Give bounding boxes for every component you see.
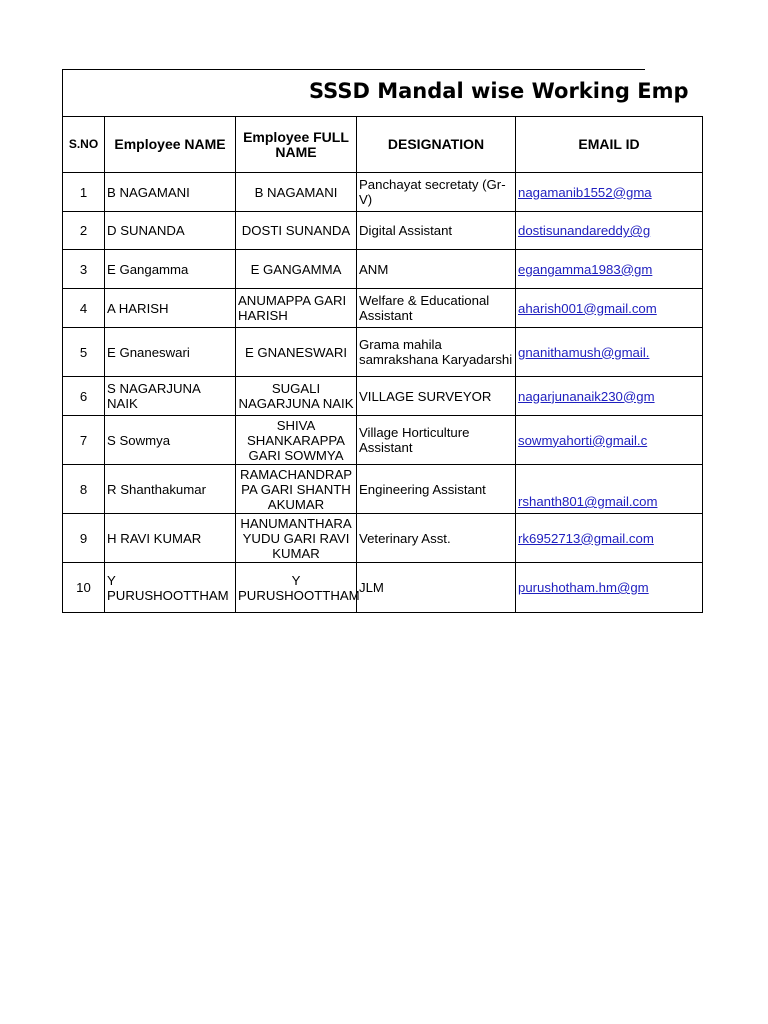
header-designation: DESIGNATION — [357, 117, 516, 173]
cell-email-link[interactable]: egangamma1983@gm — [516, 250, 703, 289]
cell-full-name: HANUMANTHARAYUDU GARI RAVI KUMAR — [236, 514, 357, 563]
cell-sno: 3 — [63, 250, 105, 289]
cell-name: H RAVI KUMAR — [105, 514, 236, 563]
cell-sno: 2 — [63, 212, 105, 250]
cell-designation: Veterinary Asst. — [357, 514, 516, 563]
cell-sno: 9 — [63, 514, 105, 563]
cell-designation: Village Horticulture Assistant — [357, 416, 516, 465]
cell-email-link[interactable]: nagamanib1552@gma — [516, 173, 703, 212]
cell-full-name: Y PURUSHOOTTHAM — [236, 563, 357, 613]
cell-name: R Shanthakumar — [105, 465, 236, 514]
cell-full-name: SHIVA SHANKARAPPA GARI SOWMYA — [236, 416, 357, 465]
cell-name: S Sowmya — [105, 416, 236, 465]
cell-sno: 5 — [63, 328, 105, 377]
cell-sno: 6 — [63, 377, 105, 416]
header-full-name: Employee FULL NAME — [236, 117, 357, 173]
cell-email-link[interactable]: purushotham.hm@gm — [516, 563, 703, 613]
cell-email-link[interactable]: gnanithamush@gmail. — [516, 328, 703, 377]
table-row — [63, 377, 703, 416]
header-email: EMAIL ID — [516, 117, 703, 173]
table-row — [63, 563, 703, 613]
cell-full-name: B NAGAMANI — [236, 173, 357, 212]
cell-designation: Welfare & Educational Assistant — [357, 289, 516, 328]
cell-email-link[interactable]: sowmyahorti@gmail.c — [516, 416, 703, 465]
header-row — [63, 117, 703, 173]
cell-full-name: DOSTI SUNANDA — [236, 212, 357, 250]
cell-sno: 1 — [63, 173, 105, 212]
cell-email-link[interactable]: dostisunandareddy@g — [516, 212, 703, 250]
cell-name: D SUNANDA — [105, 212, 236, 250]
cell-sno: 10 — [63, 563, 105, 613]
cell-email-link[interactable]: rk6952713@gmail.com — [516, 514, 703, 563]
cell-name: Y PURUSHOOTTHAM — [105, 563, 236, 613]
header-sno: S.NO — [63, 117, 105, 173]
cell-email-link[interactable]: rshanth801@gmail.com — [516, 465, 703, 514]
cell-sno: 4 — [63, 289, 105, 328]
cell-full-name: E GNANESWARI — [236, 328, 357, 377]
cell-designation: Panchayat secretaty (Gr-V) — [357, 173, 516, 212]
header-name: Employee NAME — [105, 117, 236, 173]
cell-designation: Digital Assistant — [357, 212, 516, 250]
table-row — [63, 289, 703, 328]
sheet-title: SSSD Mandal wise Working Emp — [309, 79, 689, 103]
spreadsheet — [62, 69, 689, 615]
title-row — [62, 69, 689, 116]
cell-full-name: RAMACHANDRAPPA GARI SHANTHAKUMAR — [236, 465, 357, 514]
cell-name: B NAGAMANI — [105, 173, 236, 212]
cell-email-link[interactable]: nagarjunanaik230@gm — [516, 377, 703, 416]
employee-table — [62, 116, 703, 613]
cell-name: S NAGARJUNA NAIK — [105, 377, 236, 416]
table-row — [63, 212, 703, 250]
cell-email-link[interactable]: aharish001@gmail.com — [516, 289, 703, 328]
cell-name: E Gnaneswari — [105, 328, 236, 377]
cell-designation: ANM — [357, 250, 516, 289]
table-row — [63, 465, 703, 514]
cell-sno: 7 — [63, 416, 105, 465]
cell-designation: JLM — [357, 563, 516, 613]
table-row — [63, 328, 703, 377]
table-row — [63, 416, 703, 465]
cell-sno: 8 — [63, 465, 105, 514]
cell-designation: Grama mahila samrakshana Karyadarshi — [357, 328, 516, 377]
cell-name: A HARISH — [105, 289, 236, 328]
cell-designation: Engineering Assistant — [357, 465, 516, 514]
cell-full-name: SUGALI NAGARJUNA NAIK — [236, 377, 357, 416]
cell-full-name: E GANGAMMA — [236, 250, 357, 289]
cell-name: E Gangamma — [105, 250, 236, 289]
table-row — [63, 514, 703, 563]
cell-designation: VILLAGE SURVEYOR — [357, 377, 516, 416]
table-row — [63, 173, 703, 212]
cell-full-name: ANUMAPPA GARI HARISH — [236, 289, 357, 328]
table-row — [63, 250, 703, 289]
